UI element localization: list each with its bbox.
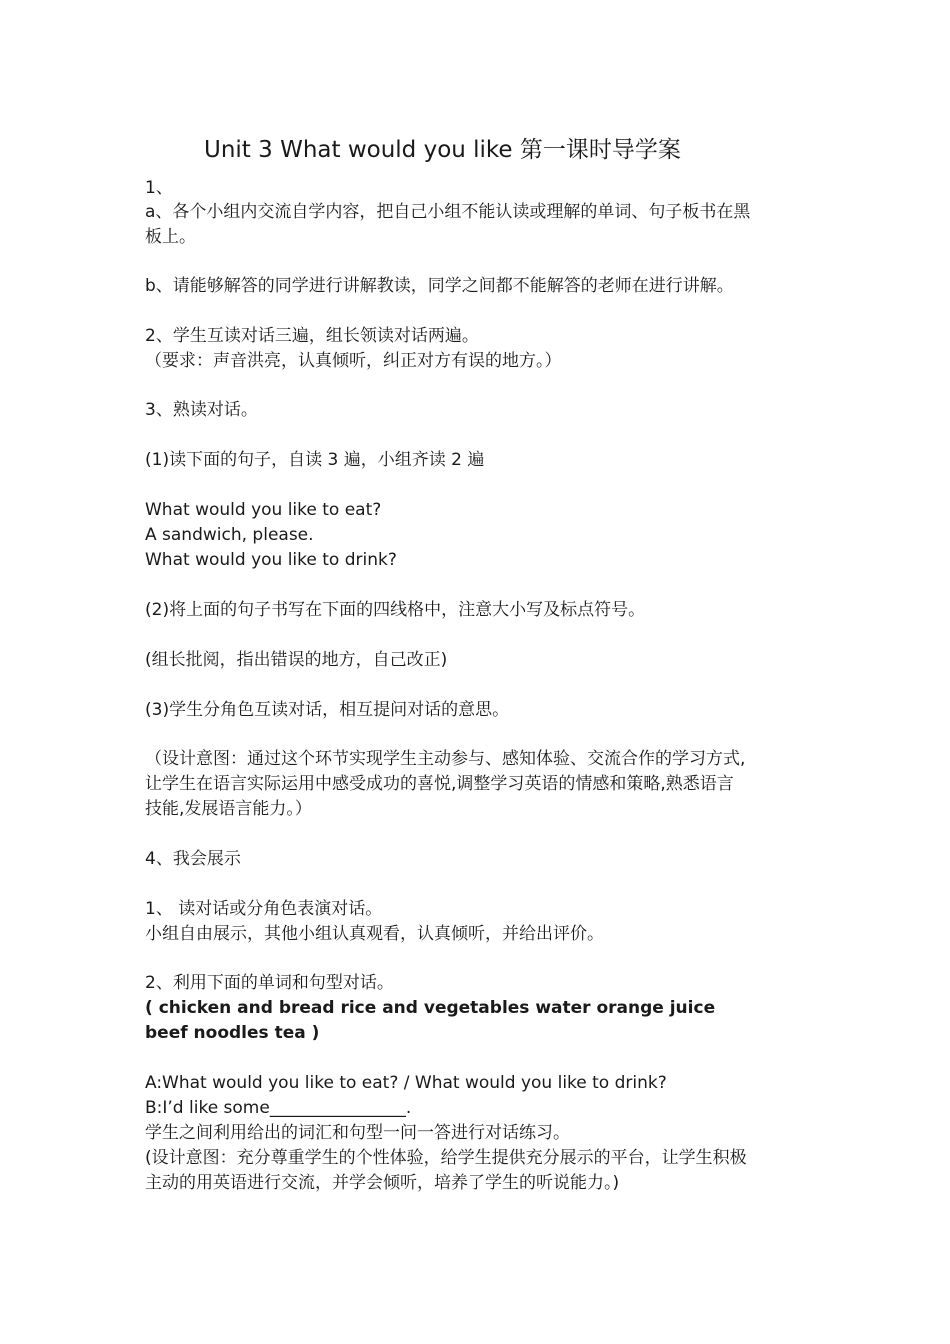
section-2-requirement: （要求：声音洪亮，认真倾听，纠正对方有误的地方。） [145,351,562,371]
task-2-note: (组长批阅，指出错误的地方，自己改正) [145,650,448,670]
task-3-instruction: (3)学生分角色互读对话，相互提问对话的意思。 [145,700,510,720]
section-1-heading: 1、 [145,178,173,198]
sentence-3: What would you like to drink? [145,550,397,570]
word-list-line-2: beef noodles tea ) [145,1023,320,1043]
step-a-line-2: 板上。 [145,227,196,247]
dialogue-b: B:I’d like some________________. [145,1098,412,1118]
show-task-1: 1、 读对话或分角色表演对话。 [145,899,383,919]
design-intent-1-line-1: （设计意图：通过这个环节实现学生主动参与、感知体验、交流合作的学习方式, [145,749,746,769]
design-intent-1-line-2: 让学生在语言实际运用中感受成功的喜悦,调整学习英语的情感和策略,熟悉语言 [145,774,734,794]
document-title: Unit 3 What would you like 第一课时导学案 [204,137,681,163]
task-1-instruction: (1)读下面的句子，自读 3 遍，小组齐读 2 遍 [145,450,485,470]
sentence-2: A sandwich, please. [145,525,314,545]
section-2-heading: 2、学生互读对话三遍，组长领读对话两遍。 [145,326,479,346]
step-b-line: b、请能够解答的同学进行讲解教读，同学之间都不能解答的老师在进行讲解。 [145,276,734,296]
sentence-1: What would you like to eat? [145,500,382,520]
step-a-line-1: a、各个小组内交流自学内容，把自己小组不能认读或理解的单词、句子板书在黑 [145,202,751,222]
practice-note: 学生之间利用给出的词汇和句型一问一答进行对话练习。 [145,1123,570,1143]
task-2-instruction: (2)将上面的句子书写在下面的四线格中，注意大小写及标点符号。 [145,600,646,620]
design-intent-2-line-1: (设计意图：充分尊重学生的个性体验，给学生提供充分展示的平台，让学生积极 [145,1148,747,1168]
section-3-heading: 3、熟读对话。 [145,400,258,420]
show-task-1-detail: 小组自由展示，其他小组认真观看，认真倾听，并给出评价。 [145,924,604,944]
word-list-line-1: ( chicken and bread rice and vegetables water orange juice [145,998,716,1018]
show-task-2: 2、利用下面的单词和句型对话。 [145,973,394,993]
dialogue-a: A:What would you like to eat? / What would you like to drink? [145,1073,667,1093]
design-intent-1-line-3: 技能,发展语言能力。） [145,799,312,819]
design-intent-2-line-2: 主动的用英语进行交流，并学会倾听，培养了学生的听说能力。) [145,1173,620,1193]
section-4-heading: 4、我会展示 [145,849,241,869]
